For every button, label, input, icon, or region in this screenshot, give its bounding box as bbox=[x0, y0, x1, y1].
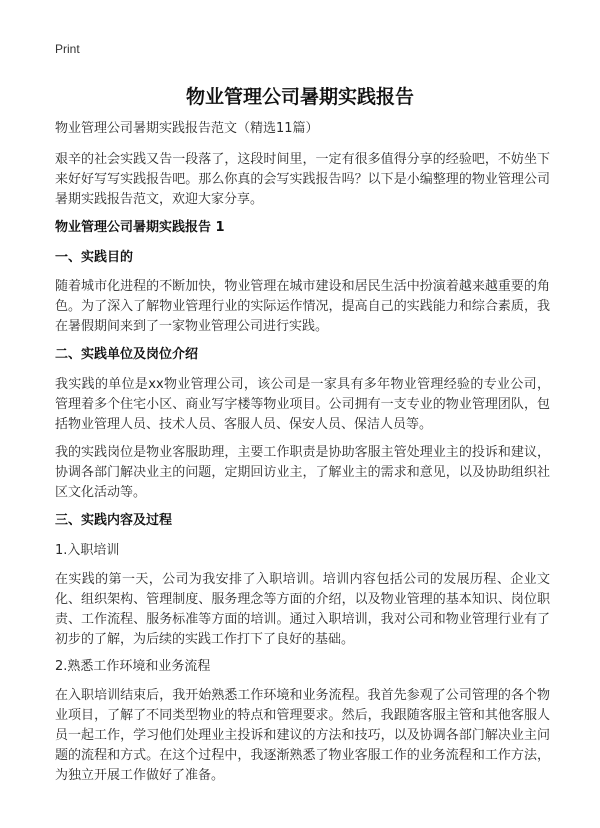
section-content-heading: 三、实践内容及过程 bbox=[55, 513, 173, 528]
section-unit-heading: 二、实践单位及岗位介绍 bbox=[55, 347, 199, 362]
step-2-heading: 2.熟悉工作环境和业务流程 bbox=[55, 659, 211, 674]
step-1-paragraph: 在实践的第一天，公司为我安排了入职培训。培训内容包括公司的发展历程、企业文化、组织架构、管理制度、服务理念等方面的介绍，以及物业管理的基本知识、岗位职责、工作流程、服务标准等方面的培训。通过入职培训，我对公司和物业管理行业有了初步的了解，为后续的实践工作打下了良好的基础。 bbox=[55, 572, 550, 647]
print-link[interactable]: Print bbox=[55, 42, 80, 56]
step-1-heading: 1.入职培训 bbox=[55, 543, 120, 558]
section-purpose-paragraph: 随着城市化进程的不断加快，物业管理在城市建设和居民生活中扮演着越来越重要的角色。为了深入了解物业管理行业的实际运作情况，提高自己的实践能力和综合素质，我在暑假期间来到了一家物业管理公司进行实践。 bbox=[55, 279, 550, 334]
report-heading: 物业管理公司暑期实践报告 1 bbox=[55, 220, 225, 235]
section-unit-paragraph-2: 我的实践岗位是物业客服助理，主要工作职责是协助客服主管处理业主的投诉和建议，协调各部门解决业主的问题，定期回访业主，了解业主的需求和意见，以及协助组织社区文化活动等。 bbox=[55, 445, 550, 500]
document-subtitle: 物业管理公司暑期实践报告范文（精选11篇） bbox=[55, 121, 319, 136]
page-title: 物业管理公司暑期实践报告 bbox=[185, 86, 414, 108]
step-2-paragraph: 在入职培训结束后，我开始熟悉工作环境和业务流程。我首先参观了公司管理的各个物业项目，了解了不同类型物业的特点和管理要求。然后，我跟随客服主管和其他客服人员一起工作，学习他们处理业主投诉和建议的方法和技巧，以及协调各部门解决业主问题的流程和方式。在这个过程中，我逐渐熟悉了物业客服工作的业务流程和工作方法，为独立开展工作做好了准备。 bbox=[55, 688, 550, 783]
section-purpose-heading: 一、实践目的 bbox=[55, 250, 134, 265]
section-unit-paragraph-1: 我实践的单位是xx物业管理公司，该公司是一家具有多年物业管理经验的专业公司，管理着多个住宅小区、商业写字楼等物业项目。公司拥有一支专业的物业管理团队，包括物业管理人员、技术人员、客服人员、保安人员、保洁人员等。 bbox=[55, 377, 550, 432]
intro-paragraph: 艰辛的社会实践又告一段落了，这段时间里，一定有很多值得分享的经验吧，不妨坐下来好好写写实践报告吧。那么你真的会写实践报告吗？以下是小编整理的物业管理公司暑期实践报告范文，欢迎大家分享。 bbox=[55, 152, 550, 207]
